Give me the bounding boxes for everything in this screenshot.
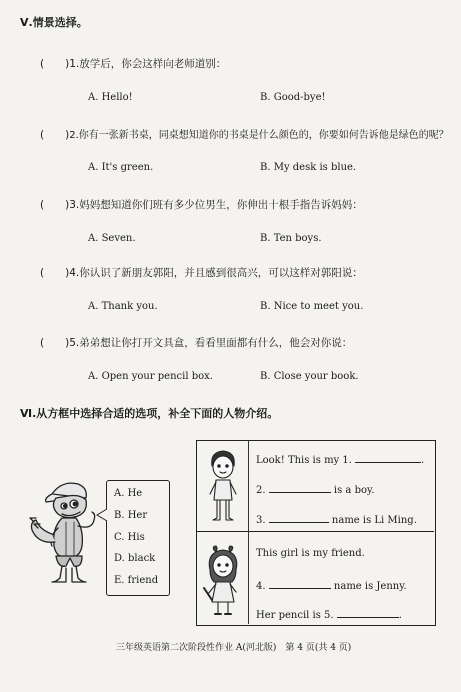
boy-li-ming-illustration [204, 448, 242, 526]
boy-line-3: 3. name is Li Ming. [256, 512, 417, 526]
answer-bracket[interactable]: ( ) [40, 129, 70, 141]
question-1 [40, 56, 226, 71]
option-b: B. My desk is blue. [260, 162, 357, 173]
section-5-title: Ⅴ.情景选择。 [20, 16, 88, 29]
question-3 [40, 197, 363, 212]
boy-line-1: Look! This is my 1. . [256, 452, 424, 466]
option-her: B. Her [114, 510, 148, 521]
question-text: 5.弟弟想让你打开文具盒，看看里面都有什么，他会对你说： [69, 337, 353, 349]
question-text: 3.妈妈想知道你们班有多少位男生，你伸出十根手指告诉妈妈： [69, 199, 363, 211]
option-b: B. Nice to meet you. [260, 301, 364, 312]
blank-5[interactable] [337, 607, 399, 618]
section-6-title: Ⅵ.从方框中选择合适的选项，补全下面的人物介绍。 [20, 407, 279, 420]
page-footer: 三年级英语第二次阶段性作业 A(河北版) 第 4 页(共 4 页) [116, 643, 352, 653]
blank-2[interactable] [269, 482, 331, 493]
answer-bracket[interactable]: ( ) [40, 199, 70, 211]
option-black: D. black [114, 553, 156, 564]
blank-1[interactable] [355, 452, 421, 463]
question-text: 4.你认识了新朋友郭阳，并且感到很高兴，可以这样对郭阳说： [69, 267, 363, 279]
speech-pointer [96, 508, 108, 522]
girl-line-2: 4. name is Jenny. [256, 578, 407, 592]
answer-bracket[interactable]: ( ) [40, 267, 70, 279]
option-a: A. Seven. [88, 233, 136, 244]
table-row-divider [196, 531, 434, 532]
option-a: A. Hello! [88, 92, 133, 103]
girl-line-3: Her pencil is 5. . [256, 607, 402, 621]
option-friend: E. friend [114, 575, 159, 586]
table-col-divider [248, 440, 249, 624]
question-4 [40, 265, 363, 280]
option-a: A. Thank you. [88, 301, 158, 312]
question-2 [40, 126, 449, 142]
blank-4[interactable] [269, 578, 331, 589]
girl-line-1: This girl is my friend. [256, 548, 365, 559]
option-his: C. His [114, 532, 145, 543]
question-5 [40, 335, 352, 350]
answer-bracket[interactable]: ( ) [40, 337, 70, 349]
girl-jenny-illustration [202, 544, 244, 618]
option-a: A. Open your pencil box. [88, 371, 213, 382]
option-b: B. Ten boys. [260, 233, 322, 244]
question-text: 2.你有一张新书桌，同桌想知道你的书桌是什么颜色的，你要如何告诉他是绿色的呢？ [69, 130, 449, 141]
option-b: B. Close your book. [260, 371, 359, 382]
boy-line-2: 2. is a boy. [256, 482, 375, 496]
question-text: 1.放学后，你会这样向老师道别： [69, 58, 227, 70]
option-a: A. It's green. [88, 162, 154, 173]
answer-bracket[interactable]: ( ) [40, 58, 70, 70]
dinosaur-mascot-illustration [22, 472, 114, 590]
option-he: A. He [114, 488, 143, 499]
blank-3[interactable] [269, 512, 329, 523]
option-b: B. Good-bye! [260, 92, 326, 103]
